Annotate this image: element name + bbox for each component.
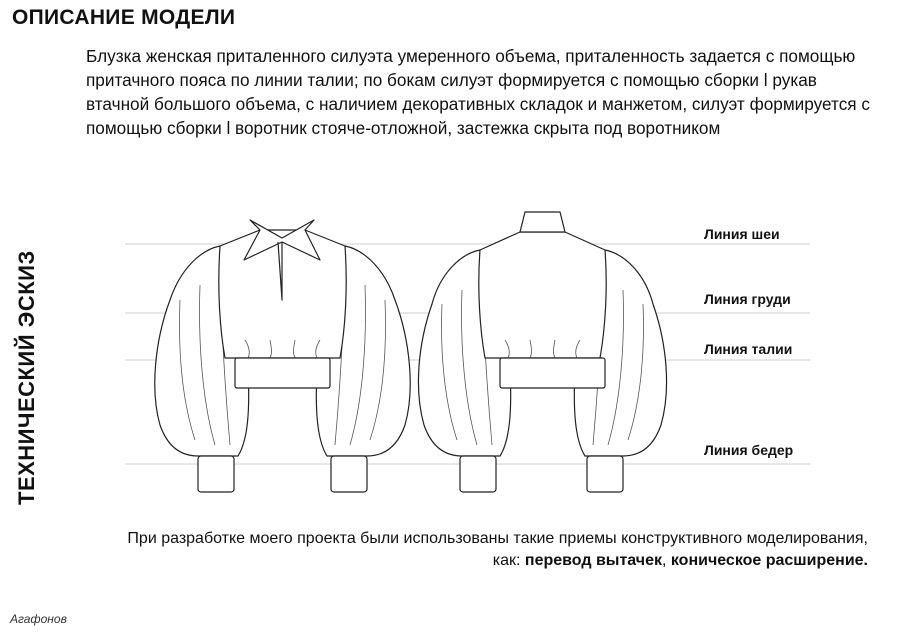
label-neck-line: Линия шеи [704, 226, 780, 242]
model-description: Блузка женская приталенного силуэта умеренного объема, приталенность задается с помощью притачного пояса по линии талии; по бокам силуэт формируется с помощью сборки l рукав втачной большого объема, с наличием декоративных складок и манжетом, силуэт формируется с помощью сборки l воротник стояче-отложной, застежка скрыта под воротником [86, 46, 870, 138]
technical-sketch-heading: ТЕХНИЧЕСКИЙ ЭСКИЗ [14, 250, 39, 505]
note-separator: , [661, 552, 671, 569]
front-left-cuff [198, 456, 234, 492]
construction-note [120, 528, 868, 572]
note-term-dart-transfer: перевод вытачек [524, 552, 662, 569]
label-chest-line: Линия груди [704, 291, 791, 307]
back-waistband [500, 358, 605, 388]
back-bodice [479, 232, 606, 358]
note-text: При разработке моего проекта были использованы такие приемы конструктивного моделирования, как: [127, 530, 868, 569]
note-end: . [863, 552, 868, 569]
front-view [155, 220, 410, 492]
author-name: Агафонов [10, 612, 67, 626]
back-view [418, 212, 666, 492]
front-waistband [235, 358, 330, 388]
page-title: ОПИСАНИЕ МОДЕЛИ [12, 6, 236, 29]
back-left-cuff [460, 456, 496, 492]
label-waist-line: Линия талии [704, 341, 793, 357]
back-right-cuff [587, 456, 623, 492]
note-term-conical-expansion: коническое расширение [670, 552, 864, 569]
front-right-cuff [331, 456, 367, 492]
label-hips-line: Линия бедер [704, 442, 794, 458]
back-collar [520, 212, 565, 232]
